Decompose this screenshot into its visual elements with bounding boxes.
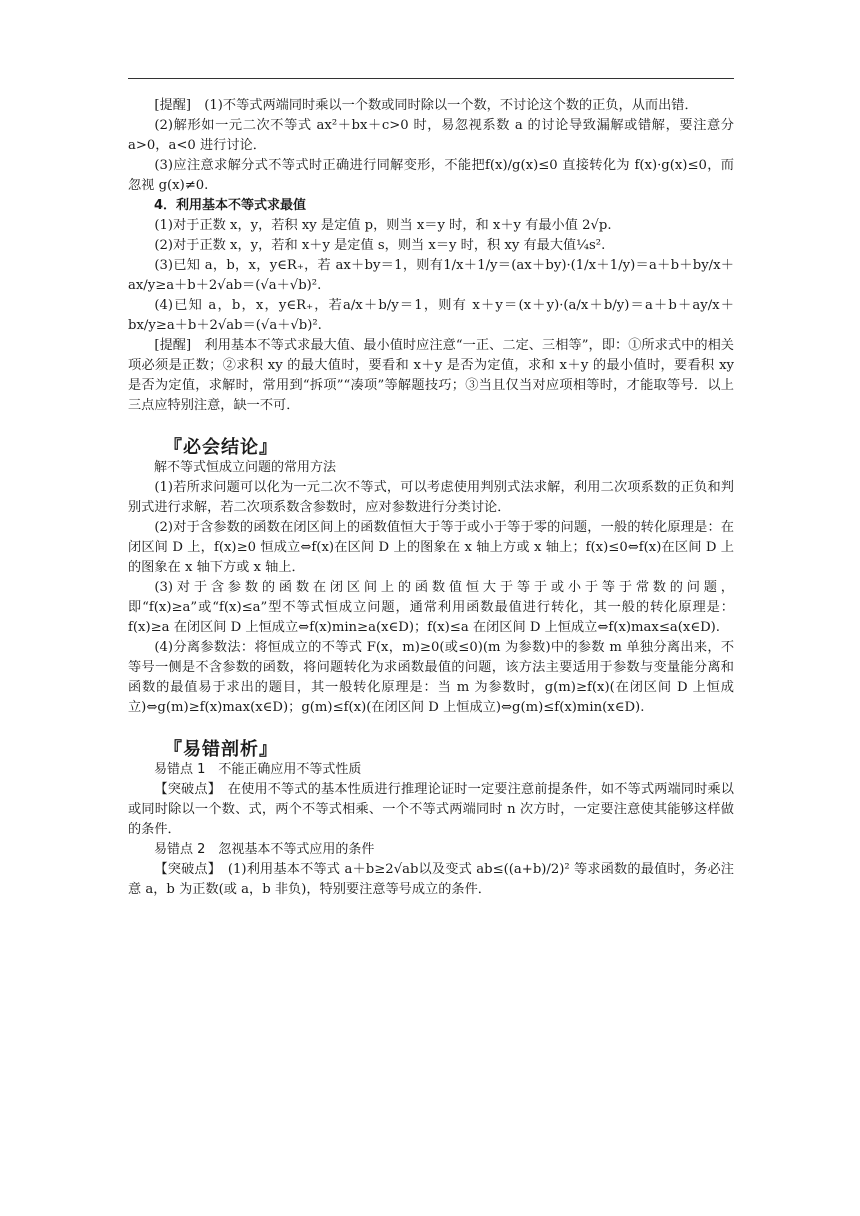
tip-label: [提醒] (154, 338, 192, 353)
header-rule (128, 78, 734, 79)
item4-l3: (3)已知 a，b，x，y∈R₊，若 ax＋by＝1，则有1/x＋1/y＝(ax＋by)·(1/x＋1/y)＝a＋b＋by/x＋ax/y≥a＋b＋2√ab＝(√a＋√b)². (128, 258, 734, 293)
error2-text: 【突破点】 (1)利用基本不等式 a＋b≥2√ab以及变式 ab≤((a+b)/2)² 等求函数的最值时，务必注意 a，b 为正数(或 a，b 非负)，特别要注意等号成立的条件． (128, 862, 734, 897)
item4-l2: (2)对于正数 x，y，若和 x＋y 是定值 s，则当 x＝y 时，积 xy 有最大值¼s². (154, 238, 606, 253)
error1-text: 【突破点】 在使用不等式的基本性质进行推理论证时一定要注意前提条件，如不等式两端同时乘以或同时除以一个数、式，两个不等式相乘、一个不等式两端同时 n 次方时，一定要注意使其能够这样做的条件． (128, 782, 734, 837)
item4-l4: (4)已知 a，b，x，y∈R₊，若a/x＋b/y＝1，则有 x＋y＝(x＋y)·(a/x＋b/y)＝a＋b＋ay/x＋bx/y≥a＋b＋2√ab＝(√a＋√b)². (128, 298, 734, 333)
breakthrough-label: 【突破点】 (154, 862, 215, 877)
section1-p1: (1)若所求问题可以化为一元二次不等式，可以考虑使用判别式法求解，利用二次项系数的正负和判别式进行求解，若二次项系数含参数时，应对参数进行分类讨论． (128, 480, 734, 515)
section1-p4: (4)分离参数法：将恒成立的不等式 F(x，m)≥0(或≤0)(m 为参数)中的参数 m 单独分离出来，不等号一侧是不含参数的函数，将问题转化为求函数最值的问题，该方法主要适用于参数与变量能分离和函数的最值易于求出的题目，其一般转化原理是：当 m 为参数时，g(m)≥f(x)(在闭区间 D 上恒成立)⇔g(m)≥f(x)max(x∈D)；g(m)≤f(x)(在闭区间 D 上恒成立)⇔g(m)≤f(x)min(x∈D). (128, 640, 734, 715)
section-title-conclusions: 『必会结论』 (164, 437, 278, 458)
item4-title: 4．利用基本不等式求最值 (154, 198, 307, 213)
breakthrough-label: 【突破点】 (154, 782, 215, 797)
section1-p3: (3)对于含参数的函数在闭区间上的函数值恒大于等于或小于等于常数的问题，即“f(x)≥a”或“f(x)≤a”型不等式恒成立问题，通常利用函数最值进行转化，其一般的转化原理是：f(x)≥a 在闭区间 D 上恒成立⇔f(x)min≥a(x∈D)；f(x)≤a 在闭区间 D 上恒成立⇔f(x)max≤a(x∈D). (128, 580, 734, 635)
tip2: [提醒] 利用基本不等式求最大值、最小值时应注意“一正、二定、三相等”，即：①所求式中的相关项必须是正数；②求积 xy 的最大值时，要看和 x＋y 是否为定值，求和 x＋y 的最小值时，要看积 xy 是否为定值，求解时，常用到“拆项”“凑项”等解题技巧；③当且仅当对应项相等时，才能取等号．以上三点应特别注意，缺一不可． (128, 338, 734, 413)
section1-p2: (2)对于含参数的函数在闭区间上的函数值恒大于等于或小于等于零的问题，一般的转化原理是：在闭区间 D 上，f(x)≥0 恒成立⇔f(x)在区间 D 上的图象在 x 轴上方或 x 轴上；f(x)≤0⇔f(x)在区间 D 上的图象在 x 轴下方或 x 轴上． (128, 520, 734, 575)
item4-l1: (1)对于正数 x，y，若积 xy 是定值 p，则当 x＝y 时，和 x＋y 有最小值 2√p. (154, 218, 612, 233)
error2-title: 易错点 2 忽视基本不等式应用的条件 (154, 842, 375, 857)
tip1-p1: [提醒] (1)不等式两端同时乘以一个数或同时除以一个数，不讨论这个数的正负，从而出错． (154, 98, 698, 113)
section1-subtitle: 解不等式恒成立问题的常用方法 (154, 460, 337, 475)
tip1-p2: (2)解形如一元二次不等式 ax²＋bx＋c>0 时，易忽视系数 a 的讨论导致漏解或错解，要注意分 a>0，a<0 进行讨论． (128, 118, 734, 153)
page-content (128, 96, 734, 900)
tip-label: [提醒] (154, 98, 192, 113)
tip1-p3: (3)应注意求解分式不等式时正确进行同解变形，不能把f(x)/g(x)≤0 直接转化为 f(x)·g(x)≤0，而忽视 g(x)≠0. (128, 158, 734, 193)
error1-title: 易错点 1 不能正确应用不等式性质 (154, 762, 362, 777)
section-title-errors: 『易错剖析』 (164, 739, 278, 760)
